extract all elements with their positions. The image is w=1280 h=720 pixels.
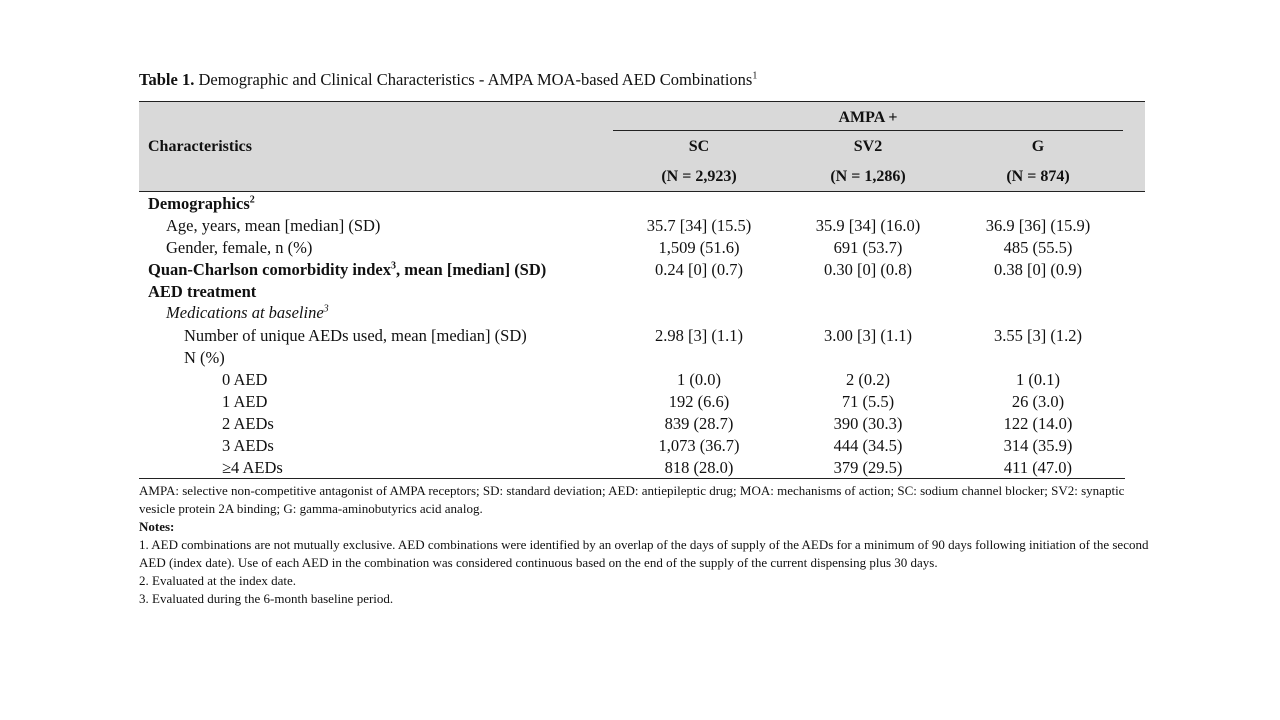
table-cell-sc: 818 (28.0) — [664, 458, 734, 477]
table-cell-sv2: 71 (5.5) — [841, 392, 895, 411]
table-cell-g: 485 (55.5) — [1003, 238, 1073, 257]
row-label — [222, 436, 274, 456]
table-row — [0, 303, 1280, 325]
table-cell-sc: 839 (28.7) — [664, 414, 734, 433]
note-1: 1. AED combinations are not mutually exclusive. AED combinations were identified by an overlap of the days of supply of the AEDs for a minimum of 90 days following initiation of the second AED (index date). Use of each AED in the combination was considered continuous based on the end of the supply of the current dispensing plus 30 days. — [139, 537, 1149, 570]
table-cell-g: 411 (47.0) — [1003, 458, 1073, 477]
table-number: Table 1. — [139, 70, 195, 89]
row-label-suffix: , mean [median] (SD) — [395, 260, 547, 279]
table-row — [0, 414, 1280, 436]
note-3: 3. Evaluated during the 6-month baseline period. — [139, 591, 394, 606]
group-header: AMPA + — [838, 109, 898, 126]
abbreviations-text: AMPA: selective non-competitive antagonist of AMPA receptors; SD: standard deviation; AED: antiepileptic drug; MOA: mechanisms of action; SC: sodium channel blocker; SV2: synaptic vesicle protein 2A binding; G: gamma-aminobutyrics acid analog. — [139, 483, 1125, 516]
row-label — [184, 348, 225, 368]
column-header-g: G — [1031, 138, 1045, 155]
row-label — [222, 458, 283, 478]
row-label-text: 2 AEDs — [222, 414, 274, 433]
table-header-background — [139, 101, 1145, 191]
row-label-text: ≥4 AEDs — [222, 458, 283, 477]
table-cell-sv2: 0.30 [0] (0.8) — [824, 260, 912, 279]
table-row — [0, 370, 1280, 392]
table-row — [0, 282, 1280, 304]
table-cell-g: 0.38 [0] (0.9) — [994, 260, 1082, 279]
table-title-footnote: 1 — [752, 70, 758, 82]
row-label — [166, 303, 329, 323]
column-n-g: (N = 874) — [1006, 168, 1070, 185]
row-label-text: N (%) — [184, 348, 225, 367]
row-label-footnote: 2 — [249, 194, 255, 206]
row-label-text: Gender, female, n (%) — [166, 238, 313, 257]
table-row — [0, 260, 1280, 282]
row-label — [166, 238, 312, 258]
column-n-sc: (N = 2,923) — [661, 168, 737, 185]
row-label-text: Demographics — [148, 194, 250, 213]
table-cell-sv2: 390 (30.3) — [833, 414, 903, 433]
table-cell-g: 1 (0.1) — [1016, 370, 1060, 389]
table-cell-sc: 1,509 (51.6) — [658, 238, 740, 257]
table-cell-g: 26 (3.0) — [1011, 392, 1065, 411]
table-row — [0, 436, 1280, 458]
table-cell-sv2: 35.9 [34] (16.0) — [815, 216, 921, 235]
row-label — [148, 260, 546, 280]
row-label-text: Medications at baseline — [166, 303, 324, 322]
table-cell-g: 36.9 [36] (15.9) — [985, 216, 1091, 235]
row-label-text: Quan-Charlson comorbidity index — [148, 260, 391, 279]
table-row — [0, 392, 1280, 414]
table-cell-sv2: 3.00 [3] (1.1) — [824, 326, 912, 345]
row-label — [222, 392, 267, 412]
table-cell-sv2: 379 (29.5) — [833, 458, 903, 477]
row-label — [148, 194, 255, 214]
table-cell-sc: 192 (6.6) — [668, 392, 730, 411]
table-row — [0, 458, 1280, 480]
column-header-sc: SC — [688, 138, 710, 155]
table-cell-sc: 1 (0.0) — [677, 370, 721, 389]
row-label — [222, 370, 267, 390]
row-label-text: 3 AEDs — [222, 436, 274, 455]
row-label — [166, 216, 380, 236]
notes-heading: Notes: — [139, 519, 175, 534]
table-cell-sc: 1,073 (36.7) — [658, 436, 740, 455]
table-bottom-rule — [139, 478, 1125, 479]
row-label — [184, 326, 527, 346]
column-n-sv2: (N = 1,286) — [830, 168, 906, 185]
row-label-text: Number of unique AEDs used, mean [median] (SD) — [184, 326, 527, 345]
table-row — [0, 326, 1280, 348]
table-cell-g: 3.55 [3] (1.2) — [994, 326, 1082, 345]
table-row — [0, 348, 1280, 370]
row-label — [222, 414, 274, 434]
header-bottom-rule — [139, 191, 1145, 192]
table-row — [0, 194, 1280, 216]
note-2: 2. Evaluated at the index date. — [139, 573, 297, 588]
table-footer — [139, 482, 1149, 608]
characteristics-header: Characteristics — [148, 138, 252, 155]
table-cell-sc: 0.24 [0] (0.7) — [655, 260, 743, 279]
row-label-text: AED treatment — [148, 282, 257, 301]
table-cell-g: 314 (35.9) — [1003, 436, 1073, 455]
table-cell-g: 122 (14.0) — [1003, 414, 1073, 433]
row-label-text: 0 AED — [222, 370, 268, 389]
table-title — [139, 70, 757, 90]
row-label-footnote: 3 — [390, 260, 396, 272]
row-label-text: 1 AED — [222, 392, 268, 411]
table-cell-sv2: 691 (53.7) — [833, 238, 903, 257]
row-label-text: Age, years, mean [median] (SD) — [166, 216, 381, 235]
row-label — [148, 282, 256, 302]
group-header-rule — [613, 130, 1123, 131]
table-row — [0, 216, 1280, 238]
table-top-rule — [139, 101, 1145, 102]
table-cell-sv2: 2 (0.2) — [846, 370, 890, 389]
table-row — [0, 238, 1280, 260]
column-header-sv2: SV2 — [853, 138, 883, 155]
table-cell-sc: 2.98 [3] (1.1) — [655, 326, 743, 345]
table-cell-sv2: 444 (34.5) — [833, 436, 903, 455]
table-title-text: Demographic and Clinical Characteristics - AMPA MOA-based AED Combinations — [194, 70, 753, 89]
row-label-footnote: 3 — [323, 303, 329, 315]
table-cell-sc: 35.7 [34] (15.5) — [646, 216, 752, 235]
